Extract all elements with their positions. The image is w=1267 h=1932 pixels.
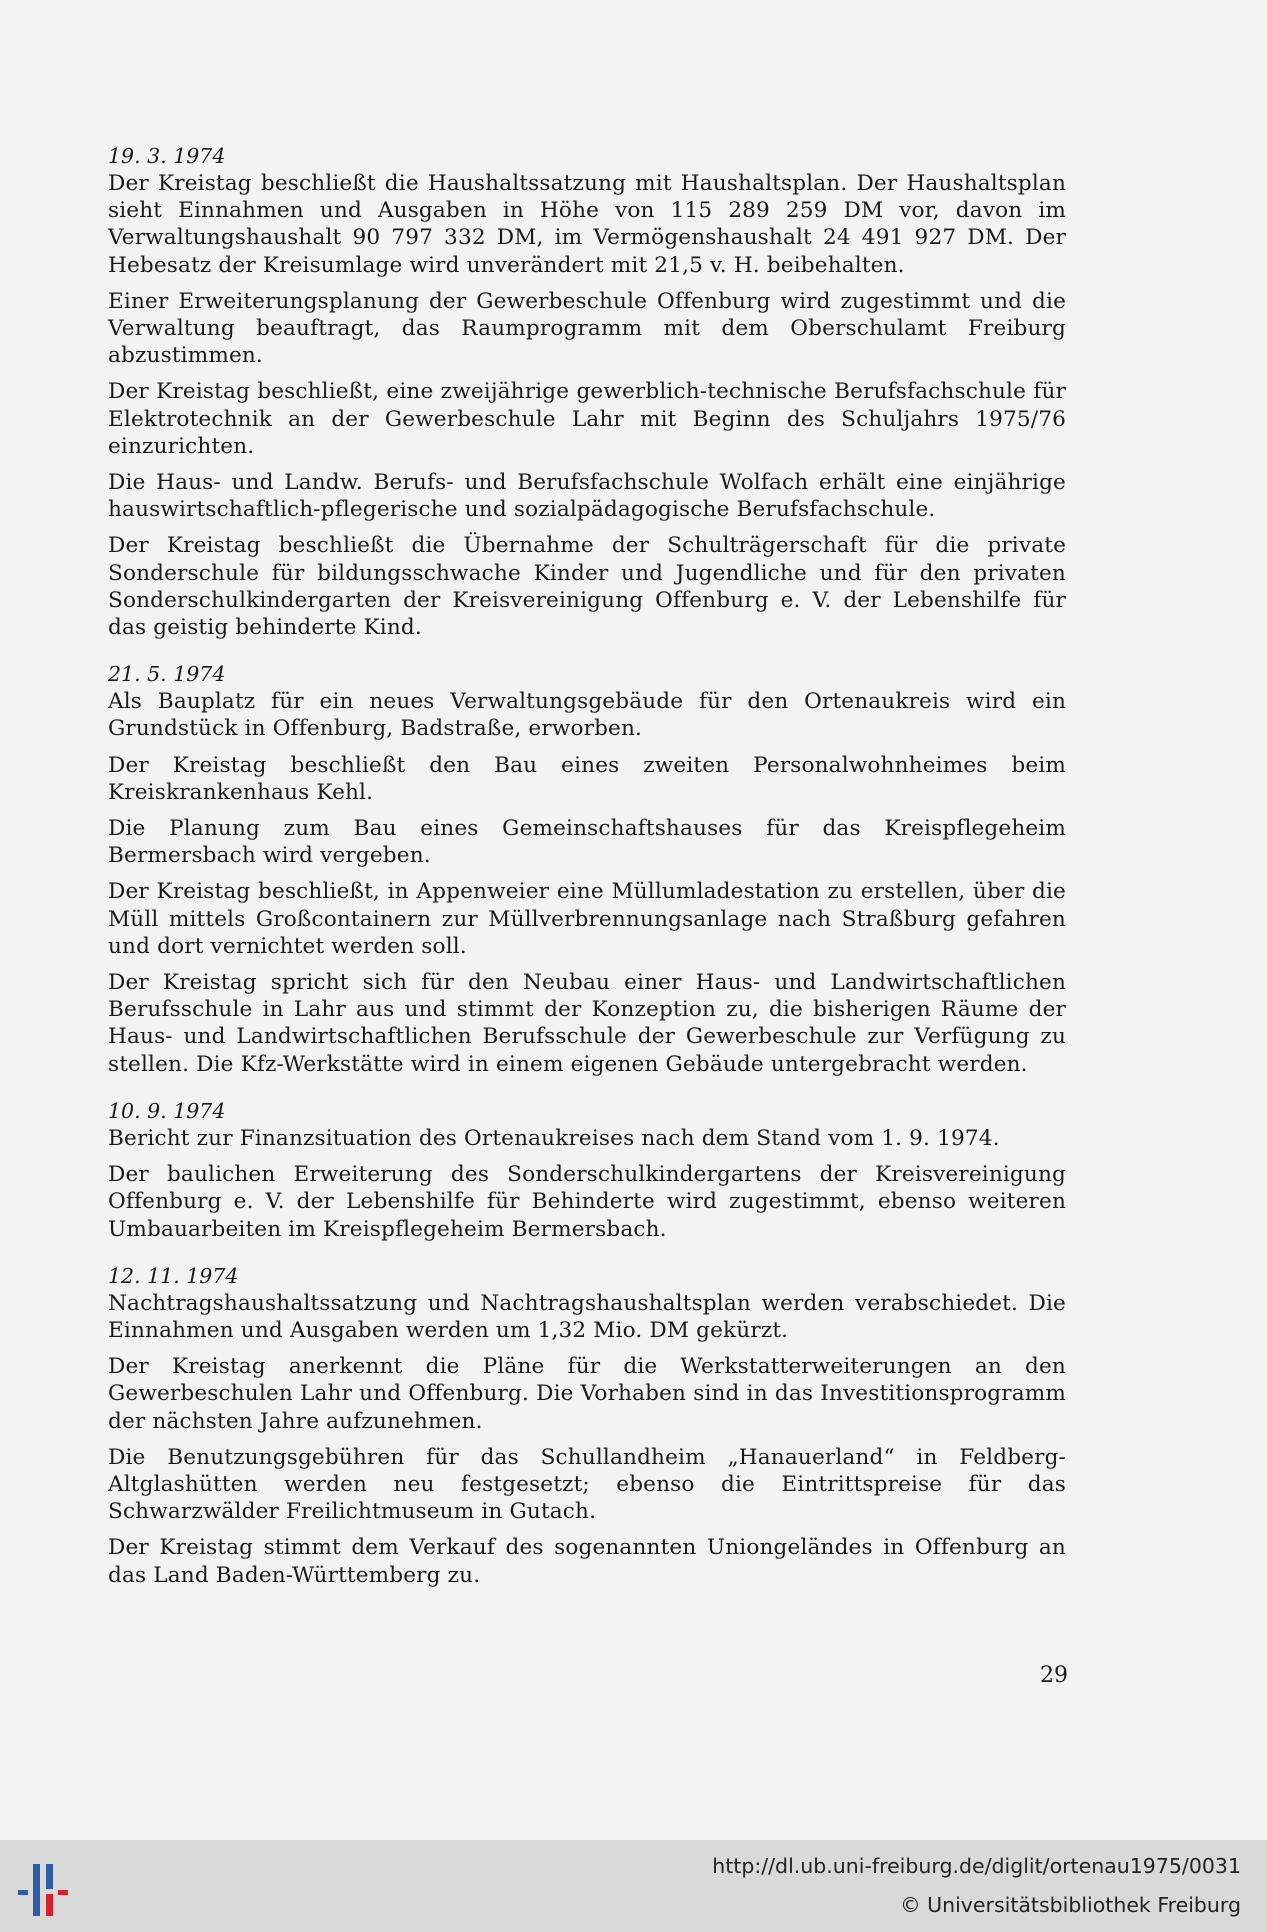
entry-paragraph: Die Planung zum Bau eines Gemeinschaftshauses für das Kreispflegeheim Bermersbach wird vergeben. [108, 816, 1066, 869]
entry-paragraph: Der baulichen Erweiterung des Sonderschulkindergartens der Kreisvereinigung Offenburg e. V. der Lebenshilfe für Behinderte wird zugestimmt, ebenso weiteren Umbauarbeiten im Kreispflegeheim Bermersbach. [108, 1162, 1066, 1242]
entry-paragraph: Der Kreistag spricht sich für den Neubau einer Haus- und Landwirtschaftlichen Berufsschule in Lahr aus und stimmt der Konzeption zu, die bisherigen Räume der Haus- und Landwirtschaftlichen Berufsschule der Gewerbeschule zur Verfügung zu stellen. Die Kfz-Werkstätte wird in einem eigenen Gebäude untergebracht werden. [108, 970, 1066, 1077]
viewer-footer [0, 1840, 1267, 1932]
entry-section [108, 143, 1066, 641]
entry-section [108, 1098, 1066, 1243]
entry-date: 21. 5. 1974 [108, 662, 226, 687]
entry-paragraph: Die Haus- und Landw. Berufs- und Berufsfachschule Wolfach erhält eine einjährige hauswirtschaftlich-pflegerische und sozialpädagogische Berufsfachschule. [108, 470, 1066, 523]
page-number: 29 [1040, 1663, 1068, 1688]
entry-paragraph: Bericht zur Finanzsituation des Ortenaukreises nach dem Stand vom 1. 9. 1974. [108, 1125, 1000, 1151]
entry-paragraph: Der Kreistag beschließt, in Appenweier eine Müllumladestation zu erstellen, über die Müll mittels Großcontainern zur Müllverbrennungsanlage nach Straßburg gefahren und dort vernichtet werden soll. [108, 879, 1066, 959]
copyright-text: © Universitätsbibliothek Freiburg [900, 1893, 1241, 1917]
entry-paragraph: Als Bauplatz für ein neues Verwaltungsgebäude für den Ortenaukreis wird ein Grundstück in Offenburg, Badstraße, erworben. [108, 689, 1066, 742]
entry-paragraph: Der Kreistag anerkennt die Pläne für die Werkstatterweiterungen an den Gewerbeschulen Lahr und Offenburg. Die Vorhaben sind in das Investitionsprogramm der nächsten Jahre aufzunehmen. [108, 1354, 1066, 1434]
entry-paragraph: Der Kreistag beschließt den Bau eines zweiten Personalwohnheimes beim Kreiskrankenhaus Kehl. [108, 752, 1066, 805]
entry-date: 19. 3. 1974 [108, 144, 226, 168]
ub-freiburg-logo-icon [12, 1854, 82, 1924]
entry-date: 12. 11. 1974 [108, 1263, 239, 1288]
entry-paragraph: Der Kreistag stimmt dem Verkauf des sogenannten Uniongeländes in Offenburg an das Land Baden-Württemberg zu. [108, 1535, 1066, 1588]
entry-paragraph: Einer Erweiterungsplanung der Gewerbeschule Offenburg wird zugestimmt und die Verwaltung beauftragt, das Raumprogramm mit dem Oberschulamt Freiburg abzustimmen. [108, 288, 1066, 369]
document-body [108, 143, 1066, 1609]
entry-section [108, 1263, 1066, 1589]
entry-paragraph: Nachtragshaushaltssatzung und Nachtragshaushaltsplan werden verabschiedet. Die Einnahmen und Ausgaben werden um 1,32 Mio. DM gekürzt. [108, 1290, 1066, 1343]
entry-paragraph: Der Kreistag beschließt, eine zweijährige gewerblich-technische Berufsfachschule für Elektrotechnik an der Gewerbeschule Lahr mit Beginn des Schuljahrs 1975/76 einzurichten. [108, 379, 1066, 459]
entry-paragraph: Der Kreistag beschließt die Haushaltssatzung mit Haushaltsplan. Der Haushaltsplan sieht Einnahmen und Ausgaben in Höhe von 115 289 259 DM vor, davon im Verwaltungshaushalt 90 797 332 DM, im Vermögenshaushalt 24 491 927 DM. Der Hebesatz der Kreisumlage wird unverändert mit 21,5 v. H. beibehalten. [108, 171, 1066, 278]
document-url-link[interactable]: http://dl.ub.uni-freiburg.de/diglit/ortenau1975/0031 [712, 1854, 1241, 1878]
entry-date: 10. 9. 1974 [108, 1098, 226, 1123]
entry-section [108, 661, 1066, 1078]
entry-paragraph: Die Benutzungsgebühren für das Schullandheim „Hanauerland“ in Feldberg-Altglashütten werden neu festgesetzt; ebenso die Eintrittspreise für das Schwarzwälder Freilichtmuseum in Gutach. [108, 1444, 1066, 1525]
entry-paragraph: Der Kreistag beschließt die Übernahme der Schulträgerschaft für die private Sonderschule für bildungsschwache Kinder und Jugendliche und für den privaten Sonderschulkindergarten der Kreisvereinigung Offenburg e. V. der Lebenshilfe für das geistig behinderte Kind. [108, 533, 1066, 641]
